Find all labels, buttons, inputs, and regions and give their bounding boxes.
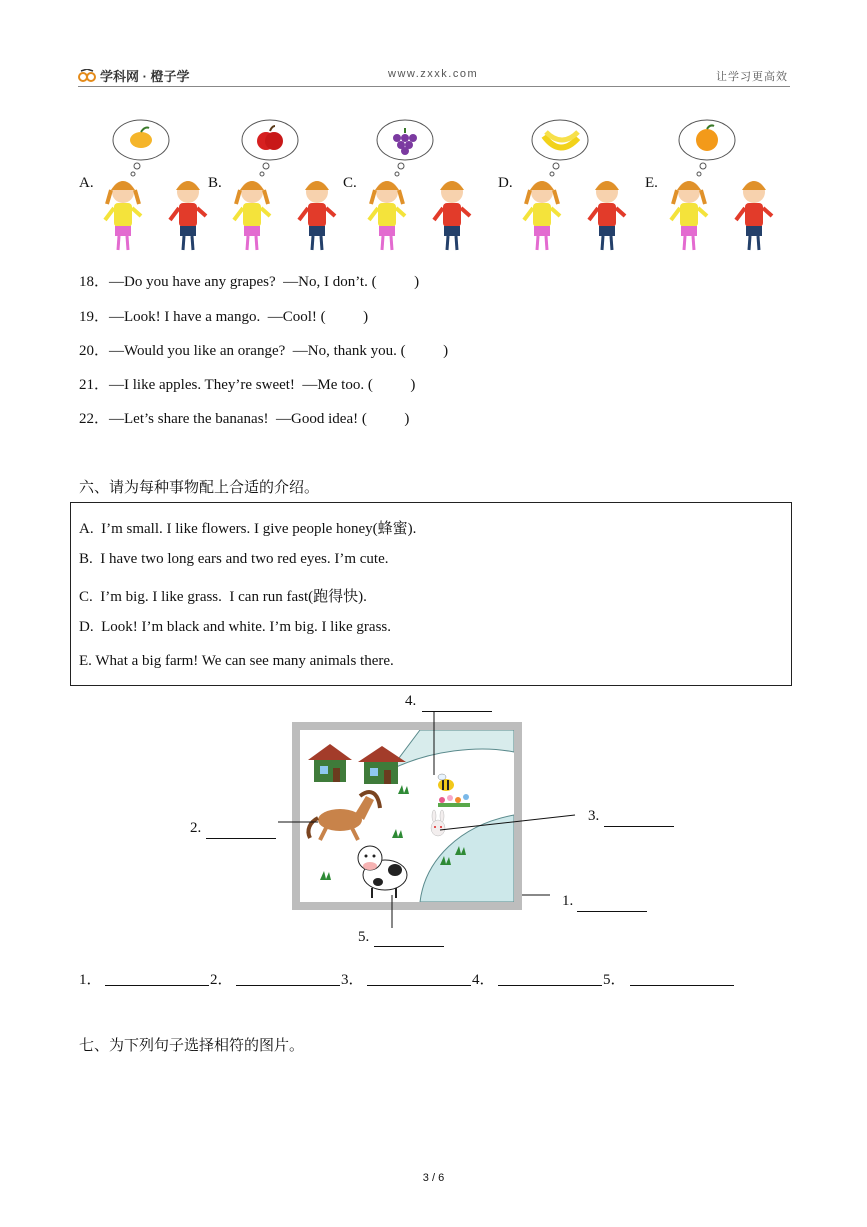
logo-text: 学科网 · 橙子学 [100, 69, 190, 84]
header-slogan: 让学习更高效 [716, 71, 788, 83]
picture-label: B. [208, 175, 222, 191]
answer-label-2: 2． [210, 972, 233, 988]
question-number: 19． [79, 309, 110, 325]
option-e: E. What a big farm! We can see many animals there. [79, 653, 394, 669]
site-url: www.zxxk.com [388, 68, 479, 80]
option-d: D. Look! I’m black and white. I’m big. I like grass. [79, 619, 392, 635]
farm-scene [300, 730, 514, 902]
section-7-title: 七、为下列句子选择相符的图片。 [79, 1036, 305, 1054]
question-text: —Let’s share the bananas! —Good idea! ( ) [109, 411, 410, 427]
page-number: 3 / 6 [422, 1172, 445, 1184]
question-19 [79, 305, 368, 326]
owl-logo-icon [78, 69, 96, 83]
callout-1: 1. [562, 893, 574, 909]
callout-1-blank[interactable] [577, 911, 647, 912]
question-number: 22． [79, 411, 110, 427]
grapes-icon [357, 112, 487, 254]
callout-2-blank[interactable] [206, 838, 276, 839]
house-icon [308, 744, 352, 782]
answer-label-5: 5． [603, 972, 626, 988]
page-header [78, 64, 790, 87]
question-text: —Would you like an orange? —No, thank you. ( ) [109, 343, 449, 359]
picture-label: C. [343, 175, 357, 191]
answer-blank-5[interactable] [630, 985, 734, 986]
callout-4: 4. [405, 693, 417, 709]
farm-scene-frame [292, 722, 522, 910]
answer-label-1: 1． [79, 972, 102, 988]
answer-blank-4[interactable] [498, 985, 602, 986]
question-number: 21． [79, 377, 110, 393]
question-18 [79, 270, 419, 291]
option-c: C. I’m big. I like grass. I can run fast(跑得快). [79, 589, 367, 605]
option-b: B. I have two long ears and two red eyes. I’m cute. [79, 551, 389, 567]
answer-label-3: 3． [341, 972, 364, 988]
answer-label-4: 4． [472, 972, 495, 988]
question-21 [79, 373, 415, 394]
picture-label: E. [645, 175, 658, 191]
answer-blank-3[interactable] [367, 985, 471, 986]
answer-blank-1[interactable] [105, 985, 209, 986]
question-number: 18． [79, 274, 110, 290]
callout-4-blank[interactable] [422, 711, 492, 712]
option-a: A. I’m small. I like flowers. I give people honey(蜂蜜). [79, 521, 417, 537]
question-20 [79, 339, 448, 360]
rabbit-icon [431, 810, 445, 836]
description-box [70, 502, 792, 686]
picture-label: A. [79, 175, 94, 191]
question-text: —Do you have any grapes? —No, I don’t. ( ) [109, 274, 420, 290]
callout-5: 5. [358, 929, 370, 945]
answer-blank-2[interactable] [236, 985, 340, 986]
picture-label: D. [498, 175, 513, 191]
callout-2: 2. [190, 820, 202, 836]
bee-icon [438, 774, 454, 791]
question-22 [79, 407, 409, 428]
horse-icon [308, 792, 380, 840]
callout-5-blank[interactable] [374, 946, 444, 947]
callout-3-blank[interactable] [604, 826, 674, 827]
orange-icon [659, 112, 789, 254]
apple-icon [222, 112, 352, 254]
banana-icon [512, 112, 642, 254]
site-logo [78, 66, 190, 85]
section-6-title: 六、请为每种事物配上合适的介绍。 [79, 478, 320, 496]
callout-3: 3. [588, 808, 600, 824]
flowers-icon [438, 794, 470, 807]
question-text: —I like apples. They’re sweet! —Me too. ( ) [109, 377, 416, 393]
question-number: 20． [79, 343, 110, 359]
mango-icon [93, 112, 223, 254]
pond [390, 730, 514, 770]
question-text: —Look! I have a mango. —Cool! ( ) [109, 309, 369, 325]
cow-icon [358, 846, 407, 898]
